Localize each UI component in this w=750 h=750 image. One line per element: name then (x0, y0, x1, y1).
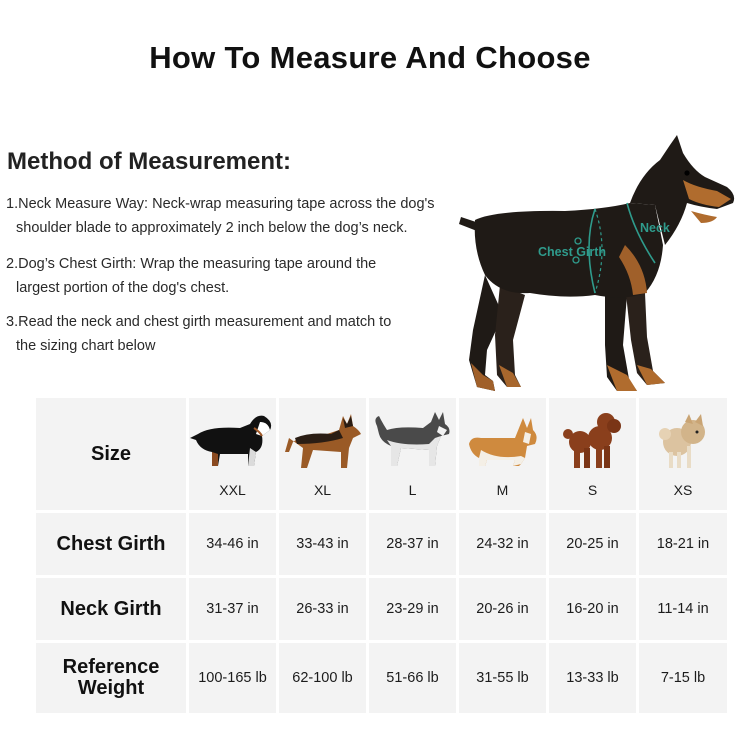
table-cell: 7-15 lb (639, 643, 727, 713)
table-cell: 31-55 lb (459, 643, 546, 713)
size-column-xl (279, 398, 366, 510)
row-label-line: Weight (77, 677, 145, 699)
poodle-dog-icon (560, 408, 626, 472)
husky-dog-icon (373, 408, 453, 472)
size-chart-table (36, 398, 709, 708)
table-cell: 100-165 lb (189, 643, 276, 713)
corgi-dog-icon (465, 416, 541, 472)
row-label-reference-weight (36, 643, 186, 713)
step-text: 1.Neck Measure Way: Neck-wrap measuring tape across the dog's (6, 196, 435, 212)
table-cell: 20-26 in (459, 578, 546, 640)
table-cell: 23-29 in (369, 578, 456, 640)
step-text: largest portion of the dog's chest. (16, 280, 230, 296)
step-text: the sizing chart below (16, 338, 156, 354)
table-cell: 16-20 in (549, 578, 636, 640)
size-header: Size (36, 398, 186, 510)
table-cell: 51-66 lb (369, 643, 456, 713)
size-column-m (459, 398, 546, 510)
step-match-chart (6, 310, 486, 358)
row-label-chest-girth: Chest Girth (36, 513, 186, 575)
table-cell: 62-100 lb (279, 643, 366, 713)
table-cell: 13-33 lb (549, 643, 636, 713)
neck-label: Neck (640, 221, 670, 235)
size-column-xxl (189, 398, 276, 510)
step-chest-girth (6, 252, 486, 300)
step-neck-measure (6, 192, 486, 240)
table-cell: 20-25 in (549, 513, 636, 575)
page-title: How To Measure And Choose (149, 40, 591, 75)
size-code: L (408, 482, 417, 498)
size-column-xs (639, 398, 727, 510)
size-column-l (369, 398, 456, 510)
method-heading: Method of Measurement: (7, 148, 292, 175)
step-text: 2.Dog’s Chest Girth: Wrap the measuring tape around the (6, 256, 377, 272)
german-shepherd-dog-icon (283, 408, 363, 472)
table-cell: 24-32 in (459, 513, 546, 575)
step-text: 3.Read the neck and chest girth measurement and match to (6, 314, 392, 330)
table-cell: 28-37 in (369, 513, 456, 575)
table-cell: 33-43 in (279, 513, 366, 575)
size-code: S (587, 482, 598, 498)
size-code: XXL (219, 482, 246, 498)
chest-girth-label: Chest Girth (538, 245, 607, 259)
size-code: M (496, 482, 509, 498)
table-cell: 11-14 in (639, 578, 727, 640)
step-text: shoulder blade to approximately 2 inch below the dog’s neck. (16, 220, 408, 236)
size-code: XS (673, 482, 693, 498)
size-code: XL (313, 482, 332, 498)
row-label-line: Reference (62, 656, 160, 678)
table-cell: 18-21 in (639, 513, 727, 575)
size-column-s (549, 398, 636, 510)
table-cell: 26-33 in (279, 578, 366, 640)
table-cell: 31-37 in (189, 578, 276, 640)
bernese-dog-icon (190, 408, 276, 472)
table-cell: 34-46 in (189, 513, 276, 575)
pomeranian-dog-icon (653, 412, 713, 472)
row-label-neck-girth: Neck Girth (36, 578, 186, 640)
doberman-diagram-icon (455, 125, 750, 400)
